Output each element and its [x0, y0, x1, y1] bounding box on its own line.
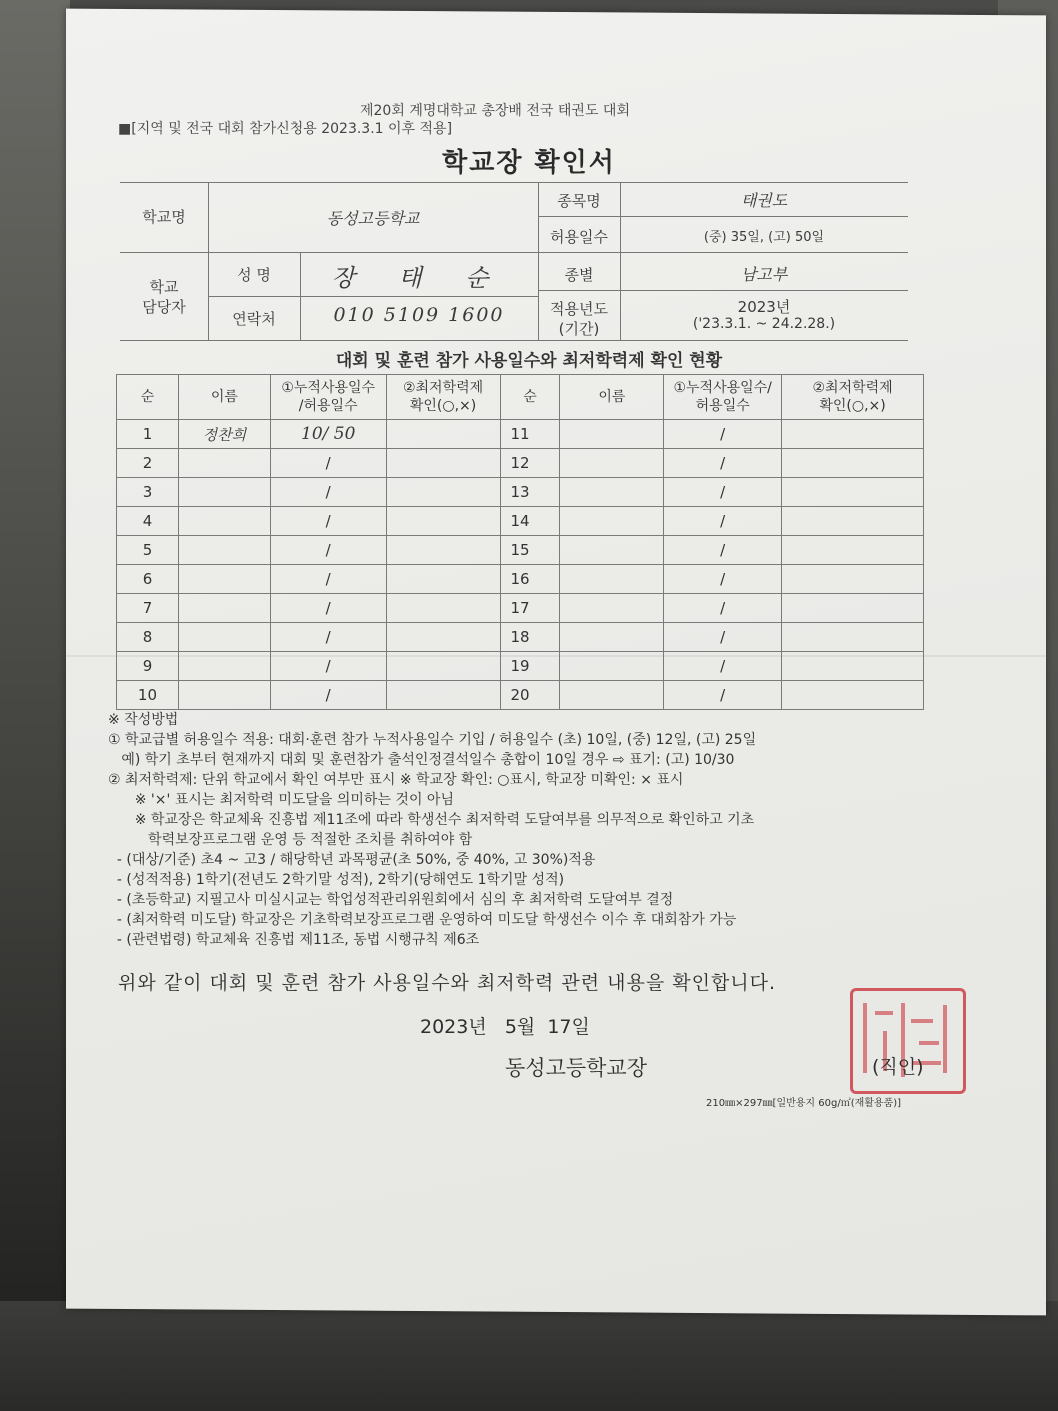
row-days-2: / [664, 652, 782, 681]
row-check [386, 507, 500, 536]
row-check-2 [782, 594, 924, 623]
col-days-2: ①누적사용일수/ 허용일수 [664, 375, 782, 420]
col-no: 순 [117, 375, 179, 420]
row-days-2: / [664, 507, 782, 536]
note-line: ※ 학교장은 학교체육 진흥법 제11조에 따라 학생선수 최저학력 도달여부를 의무적으로 확인하고 기초 [108, 812, 755, 828]
table-row [117, 652, 924, 681]
confirm-text: 위와 같이 대회 및 훈련 참가 사용일수와 최저학력 관련 내용을 확인합니다. [118, 972, 777, 994]
writing-notes [108, 710, 756, 950]
note-line: - (대상/기준) 초4 ~ 고3 / 해당학년 과목평균(초 50%, 중 40%, 고 30%)적용 [108, 852, 596, 868]
row-name-2 [560, 449, 664, 478]
row-name-2 [560, 681, 664, 710]
row-name-2 [560, 507, 664, 536]
col-check-2: ②최저학력제 확인(○,×) [782, 375, 924, 420]
row-no: 3 [117, 478, 179, 507]
principal-text: 동성고등학교장 [505, 1056, 648, 1080]
row-no: 7 [117, 594, 179, 623]
row-name-2 [560, 594, 664, 623]
school-label: 학교명 [142, 208, 186, 226]
row-no-2: 20 [500, 681, 560, 710]
row-name-2 [560, 623, 664, 652]
table-row [117, 478, 924, 507]
note-line: ※ '×' 표시는 최저학력 미도달을 의미하는 것이 아님 [108, 792, 454, 808]
school-value: 동성고등학교 [326, 209, 420, 228]
col-check: ②최저학력제 확인(○,×) [386, 375, 500, 420]
manager-label-1: 학교 [149, 278, 179, 296]
row-name-2 [560, 652, 664, 681]
document-title: 학교장 확인서 [442, 148, 616, 178]
row-days-2: / [664, 420, 782, 449]
row-days-2: / [664, 536, 782, 565]
row-days: 10/ 50 [270, 420, 386, 449]
note-line: ※ 작성방법 [108, 712, 179, 728]
row-name-2 [560, 478, 664, 507]
table-header-row [117, 375, 924, 420]
paper-spec: 210㎜×297㎜[일반용지 60g/㎡(재활용품)] [706, 1098, 902, 1109]
row-no: 10 [117, 681, 179, 710]
period-value: ('23.3.1. ~ 24.2.28.) [692, 316, 836, 332]
row-no: 1 [117, 420, 179, 449]
allowed-days-value: (중) 35일, (고) 50일 [703, 230, 825, 245]
date-text: 2023년 5월 17일 [420, 1016, 590, 1038]
note-line: - (관련법령) 학교체육 진흥법 제11조, 동법 시행규칙 제6조 [108, 932, 480, 948]
row-name: 정찬희 [178, 420, 270, 449]
row-no-2: 13 [500, 478, 560, 507]
row-no: 8 [117, 623, 179, 652]
row-no: 6 [117, 565, 179, 594]
col-name: 이름 [178, 375, 270, 420]
row-days: / [270, 536, 386, 565]
row-days-2: / [664, 449, 782, 478]
row-check [386, 623, 500, 652]
contact-label: 연락처 [232, 310, 276, 328]
table-row [117, 449, 924, 478]
table-row [117, 681, 924, 710]
row-days-2: / [664, 681, 782, 710]
row-check-2 [782, 536, 924, 565]
contact-value: 010 5109 1600 [333, 304, 505, 326]
row-no-2: 17 [500, 594, 560, 623]
row-check [386, 594, 500, 623]
row-check [386, 478, 500, 507]
row-no-2: 19 [500, 652, 560, 681]
table-row [117, 536, 924, 565]
row-check [386, 681, 500, 710]
row-days: / [270, 449, 386, 478]
row-name-2 [560, 565, 664, 594]
row-no: 9 [117, 652, 179, 681]
year-label-2: (기간) [558, 320, 600, 338]
seal-label: (직인) [872, 1056, 924, 1078]
row-check-2 [782, 623, 924, 652]
row-check-2 [782, 681, 924, 710]
year-value: 2023년 [737, 298, 791, 316]
allowed-days-label: 허용일수 [550, 228, 608, 246]
event-header: 제20회 계명대학교 총장배 전국 태권도 대회 [360, 103, 630, 119]
row-days: / [270, 594, 386, 623]
note-line: ① 학교급별 허용일수 적용: 대회·훈련 참가 누적사용일수 기입 / 허용일수 (초) 10일, (중) 12일, (고) 25일 [108, 732, 757, 748]
row-name-2 [560, 420, 664, 449]
row-no: 5 [117, 536, 179, 565]
manager-label-2: 담당자 [142, 298, 186, 316]
year-label-1: 적용년도 [550, 300, 608, 318]
note-line: ② 최저학력제: 단위 학교에서 확인 여부만 표시 ※ 학교장 확인: ○표시, 학교장 미확인: × 표시 [108, 772, 684, 788]
row-days-2: / [664, 565, 782, 594]
row-name-2 [560, 536, 664, 565]
row-check-2 [782, 449, 924, 478]
row-check [386, 536, 500, 565]
row-name [178, 449, 270, 478]
section-title: 대회 및 훈련 참가 사용일수와 최저학력제 확인 현황 [335, 351, 723, 371]
row-check [386, 652, 500, 681]
row-name [178, 478, 270, 507]
row-days-2: / [664, 478, 782, 507]
row-name [178, 536, 270, 565]
row-days: / [270, 507, 386, 536]
row-no-2: 15 [500, 536, 560, 565]
note-line: - (초등학교) 지필고사 미실시교는 학업성적관리위원회에서 심의 후 최저학력 도달여부 결정 [108, 892, 674, 908]
row-days: / [270, 652, 386, 681]
row-days: / [270, 478, 386, 507]
row-check-2 [782, 652, 924, 681]
row-days: / [270, 681, 386, 710]
note-line: 학력보장프로그램 운영 등 적절한 조치를 취하여야 함 [108, 832, 473, 848]
row-days: / [270, 565, 386, 594]
row-days-2: / [664, 594, 782, 623]
usage-header: ■[지역 및 전국 대회 참가신청용 2023.3.1 이후 적용] [118, 121, 453, 137]
row-no: 4 [117, 507, 179, 536]
row-name [178, 681, 270, 710]
table-row [117, 565, 924, 594]
name-value: 장 태 순 [331, 264, 507, 292]
background-left [0, 0, 70, 1411]
row-no-2: 12 [500, 449, 560, 478]
row-name [178, 594, 270, 623]
row-check [386, 420, 500, 449]
row-check [386, 565, 500, 594]
row-check [386, 449, 500, 478]
event-name-value: 태권도 [740, 191, 788, 210]
row-check-2 [782, 565, 924, 594]
row-no: 2 [117, 449, 179, 478]
category-value: 남고부 [740, 265, 788, 284]
table-row [117, 594, 924, 623]
event-name-label: 종목명 [557, 192, 601, 210]
row-name [178, 623, 270, 652]
col-no-2: 순 [500, 375, 560, 420]
row-name [178, 565, 270, 594]
row-days-2: / [664, 623, 782, 652]
col-name-2: 이름 [560, 375, 664, 420]
row-name [178, 507, 270, 536]
note-line: - (성적적용) 1학기(전년도 2학기말 성적), 2학기(당해연도 1학기말 성적) [108, 872, 565, 888]
name-label: 성 명 [237, 266, 271, 284]
note-line: 예) 학기 초부터 현재까지 대회 및 훈련참가 출석인정결석일수 총합이 10일 경우 ⇨ 표기: (고) 10/30 [108, 752, 735, 768]
row-no-2: 11 [500, 420, 560, 449]
row-name [178, 652, 270, 681]
row-no-2: 14 [500, 507, 560, 536]
row-check-2 [782, 420, 924, 449]
row-no-2: 18 [500, 623, 560, 652]
row-days: / [270, 623, 386, 652]
category-label: 종별 [564, 266, 594, 284]
background-bottom [0, 1301, 1058, 1411]
row-check-2 [782, 478, 924, 507]
participation-table [116, 374, 924, 710]
table-row [117, 507, 924, 536]
note-line: - (최저학력 미도달) 학교장은 기초학력보장프로그램 운영하여 미도달 학생선수 이수 후 대회참가 가능 [108, 912, 737, 928]
row-check-2 [782, 507, 924, 536]
table-row [117, 623, 924, 652]
table-row [117, 420, 924, 449]
col-days: ①누적사용일수 /허용일수 [270, 375, 386, 420]
row-no-2: 16 [500, 565, 560, 594]
